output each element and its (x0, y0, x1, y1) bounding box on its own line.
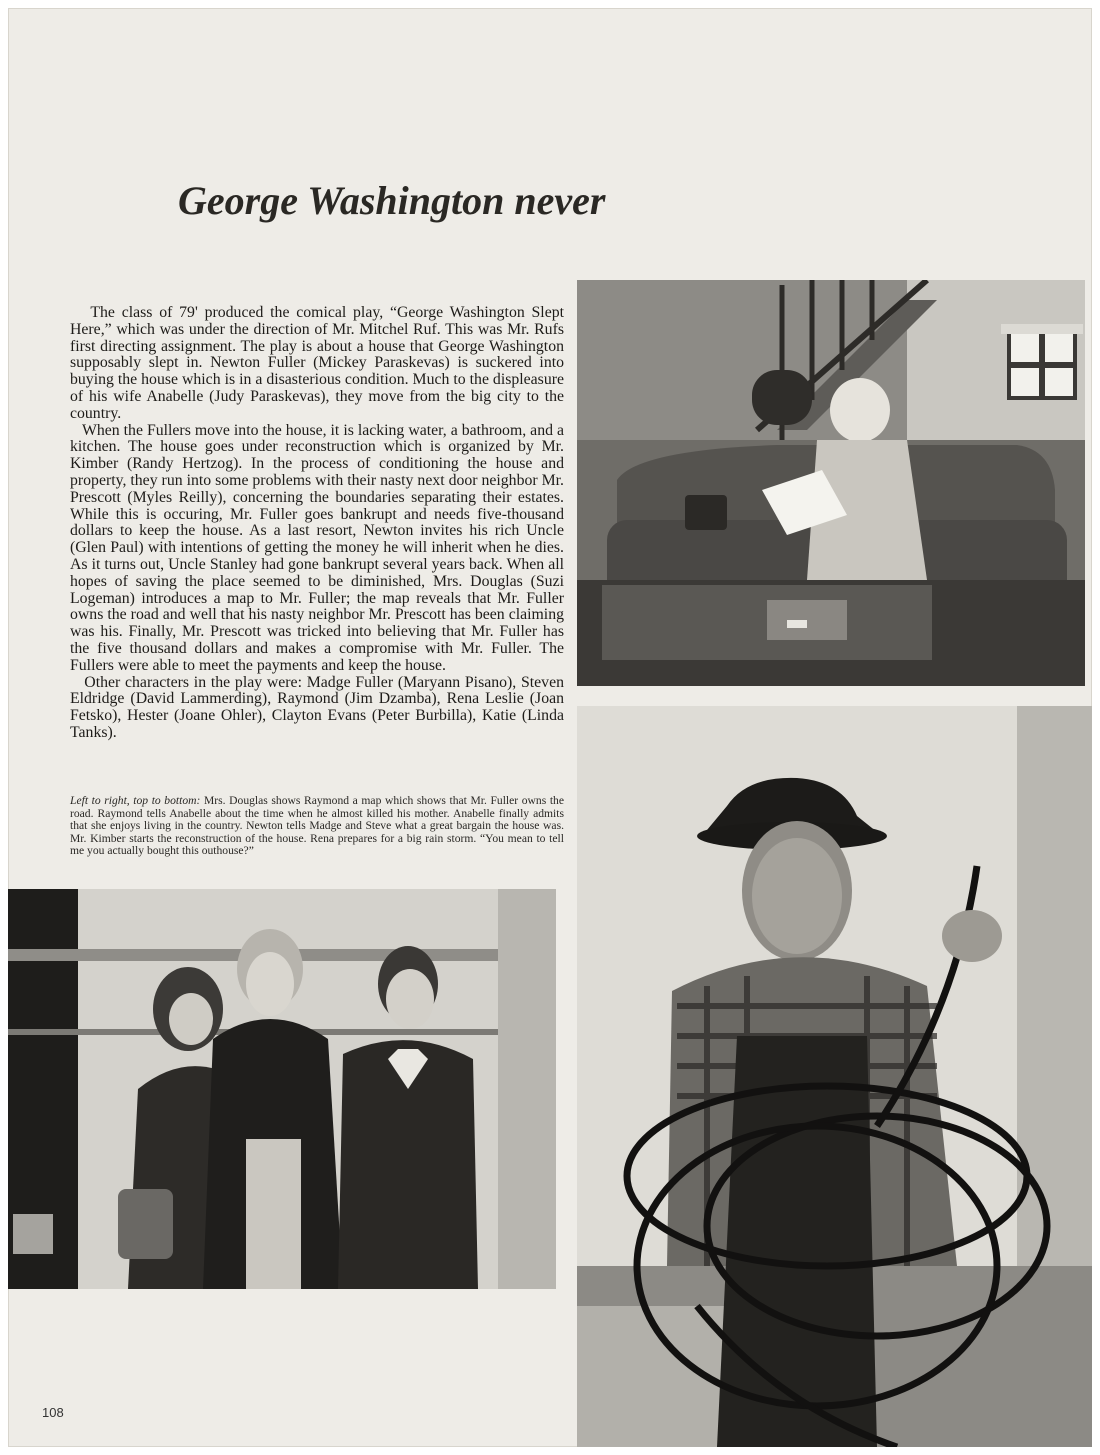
photo-caption (70, 795, 564, 858)
photo-man-with-hose (577, 706, 1092, 1447)
caption-text: Mrs. Douglas shows Raymond a map which shows that Mr. Fuller owns the road. Raymond tells Anabelle about the time when he almost killed his mother. Anabelle finally admits that she enjoys living in the country. Newton tells Madge and Steve what a great bargain the house was. Mr. Kimber starts the reconstruction of the house. Rena prepares for a big rain storm. “You mean to tell me you actually bought this outhouse?” (70, 794, 564, 858)
article-paragraph: When the Fullers move into the house, it is lacking water, a bathroom, and a kitchen. The house goes under reconstruction which is organized by Mr. Kimber (Randy Hertzog). In the process of conditioning the house and property, they run into some problems with their nasty next door neighbor Mr. Prescott (Myles Reilly), concerning the boundaries separating their estates. While this is occuring, Mr. Fuller goes bankrupt and needs five-thousand dollars to keep the house. As a last resort, Newton invites his rich Uncle (Glen Paul) with intentions of getting the money he will inherit when he dies. As it turns out, Uncle Stanley had gone bankrupt several years back. When all hopes of saving the place seemed to be diminished, Mrs. Douglas (Suzi Logeman) introduces a map to Mr. Fuller; the map reveals that Mr. Fuller owns the road and well that his nasty neighbor Mr. Prescott has been claiming was his. Finally, Mr. Prescott was tricked into believing that Mr. Fuller has the five thousand dollars and makes a compromise with Mr. Fuller. The Fullers were able to meet the payments and keep the house. (70, 421, 564, 674)
page-heading: George Washington never (178, 177, 606, 223)
article-body (70, 305, 564, 742)
article-paragraph: The class of 79' produced the comical play, “George Washington Slept Here,” which was under the direction of Mr. Mitchel Ruf. This was Mr. Rufs first directing assignment. The play is about a house that George Washington supposably slept in. Newton Fuller (Mickey Paraskevas) is suckered into buying the house which is in a disasterious condition. Much to the displeasure of his wife Anabelle (Judy Paraskevas), they move from the big city to the country. (70, 304, 564, 422)
photo-three-students (8, 889, 556, 1289)
page-number: 108 (42, 1405, 64, 1420)
caption-lead: Left to right, top to bottom: (70, 794, 201, 807)
article-paragraph: Other characters in the play were: Madge Fuller (Maryann Pisano), Steven Eldridge (David Lammerding), Raymond (Jim Dzamba), Rena Leslie (Joan Fetsko), Hester (Joane Ohler), Clayton Evans (Peter Burbilla), Katie (Linda Tanks). (70, 673, 564, 741)
photo-couch-scene (577, 280, 1085, 686)
